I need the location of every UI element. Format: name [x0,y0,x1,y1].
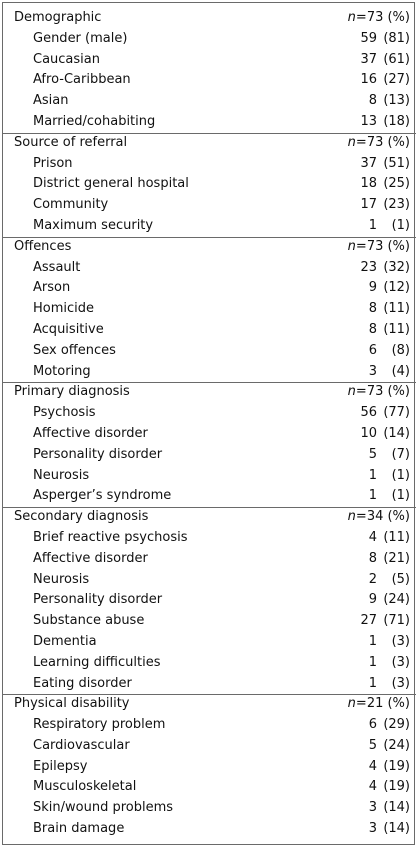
row-count: 8 [368,301,377,317]
row-percent: (13) [383,93,410,109]
row-value [360,29,410,50]
table-row [3,466,416,487]
row-label: Asperger’s syndrome [33,488,172,504]
row-label: Personality disorder [33,446,163,462]
section-title: Demographic [14,10,102,25]
row-value [369,590,410,611]
row-label: Caucasian [33,51,100,67]
row-value [369,777,410,798]
row-label: Motoring [33,363,91,379]
row-count: 16 [360,72,377,88]
row-count: 6 [368,342,377,358]
row-label: Dementia [33,633,97,649]
section-title: Primary diagnosis [14,384,130,400]
row-count: 10 [360,425,377,441]
row-value [369,819,410,840]
row-value [360,50,410,71]
table-frame [2,2,415,845]
n-value: =34 (%) [355,509,410,525]
table-row [3,445,416,466]
table-row [3,715,416,736]
row-percent: (71) [383,613,410,629]
row-label: Acquisitive [33,321,104,337]
row-label: Homicide [33,301,95,317]
row-label: Neurosis [33,467,90,483]
row-count: 8 [368,321,377,337]
row-count: 1 [368,633,377,649]
row-count: 37 [360,155,377,171]
row-label: Asian [33,93,69,109]
row-percent: (11) [383,321,410,337]
row-count: 37 [360,51,377,67]
row-count: 9 [368,280,377,296]
row-percent: (81) [383,30,410,46]
row-percent: (24) [383,592,410,608]
row-value [369,653,410,674]
row-count: 3 [368,821,377,837]
row-percent: (61) [383,51,410,67]
row-percent: (11) [383,301,410,317]
row-label: Married/cohabiting [33,113,156,129]
row-count: 8 [368,550,377,566]
table-row [3,653,416,674]
row-percent: (14) [383,800,410,816]
row-label: Community [33,197,109,213]
row-percent: (24) [383,737,410,753]
n-value: =73 (%) [355,134,410,150]
n-symbol: n [347,238,356,254]
row-percent: (5) [391,571,410,587]
table-row [3,258,416,279]
row-percent: (23) [383,197,410,213]
section-header [3,8,416,29]
row-value [369,299,410,320]
table-row [3,341,416,362]
row-label: Brain damage [33,821,125,837]
row-value [360,611,410,632]
row-label: Musculoskeletal [33,779,137,795]
section-n [348,694,410,715]
row-value [369,528,410,549]
n-symbol: n [347,509,356,525]
table-row [3,590,416,611]
row-percent: (8) [391,342,410,358]
table-row [3,528,416,549]
table-row [3,154,416,175]
row-value [369,736,410,757]
row-percent: (1) [391,488,410,504]
table-row [3,112,416,133]
row-value [369,466,410,487]
section-title: Physical disability [14,696,130,712]
n-value: =21 (%) [355,696,410,712]
table-row [3,611,416,632]
table-row [3,777,416,798]
row-value [360,424,410,445]
row-label: Neurosis [33,571,90,587]
row-count: 8 [368,93,377,109]
row-value [360,112,410,133]
section-n [348,507,410,528]
row-percent: (1) [391,467,410,483]
row-percent: (3) [391,654,410,670]
row-value [360,195,410,216]
row-count: 5 [368,446,377,462]
row-value [369,341,410,362]
row-label: Assault [33,259,81,275]
table-row [3,91,416,112]
table-row [3,674,416,695]
row-value [369,320,410,341]
row-value [360,174,410,195]
row-count: 1 [368,217,377,233]
characteristics-table [3,8,416,840]
row-label: Sex offences [33,342,116,358]
section-title: Source of referral [14,134,128,150]
row-value [369,216,410,237]
row-count: 1 [368,467,377,483]
table-row [3,570,416,591]
row-label: Substance abuse [33,613,145,629]
section-title: Secondary diagnosis [14,509,149,525]
row-percent: (19) [383,779,410,795]
row-percent: (3) [391,633,410,649]
row-count: 18 [360,176,377,192]
n-symbol: n [347,696,356,712]
row-percent: (32) [383,259,410,275]
row-label: Skin/wound problems [33,800,174,816]
n-value: =73 (%) [355,10,410,25]
row-label: Afro-Caribbean [33,72,131,88]
row-label: Epilepsy [33,758,88,774]
row-count: 17 [360,197,377,213]
row-percent: (14) [383,821,410,837]
table-row [3,362,416,383]
row-value [369,715,410,736]
n-value: =73 (%) [355,238,410,254]
section-header [3,507,416,528]
row-percent: (14) [383,425,410,441]
row-count: 9 [368,592,377,608]
table-row [3,736,416,757]
row-count: 6 [368,717,377,733]
n-symbol: n [347,134,356,150]
row-label: District general hospital [33,176,189,192]
row-value [369,362,410,383]
row-count: 3 [368,800,377,816]
row-label: Maximum security [33,217,154,233]
n-symbol: n [347,10,356,25]
row-count: 4 [368,529,377,545]
row-percent: (12) [383,280,410,296]
table-row [3,29,416,50]
row-percent: (7) [391,446,410,462]
row-percent: (3) [391,675,410,691]
row-label: Gender (male) [33,30,128,46]
row-label: Affective disorder [33,550,148,566]
row-label: Affective disorder [33,425,148,441]
row-value [369,674,410,695]
row-label: Psychosis [33,405,96,421]
table-row [3,403,416,424]
section-header [3,133,416,154]
row-count: 27 [360,613,377,629]
section-n [348,8,410,29]
table-row [3,632,416,653]
section-title: Offences [14,238,72,254]
row-count: 23 [360,259,377,275]
row-percent: (18) [383,113,410,129]
row-percent: (11) [383,529,410,545]
row-value [369,486,410,507]
table-row [3,320,416,341]
row-percent: (19) [383,758,410,774]
row-label: Respiratory problem [33,717,166,733]
row-count: 13 [360,113,377,129]
table-row [3,819,416,840]
row-percent: (21) [383,550,410,566]
section-n [348,382,410,403]
row-value [369,798,410,819]
row-percent: (77) [383,405,410,421]
row-percent: (27) [383,72,410,88]
row-count: 5 [368,737,377,753]
table-row [3,299,416,320]
section-header [3,382,416,403]
table-row [3,50,416,71]
row-label: Learning difficulties [33,654,161,670]
n-value: =73 (%) [355,384,410,400]
row-count: 3 [368,363,377,379]
section-header [3,237,416,258]
table-row [3,549,416,570]
row-count: 56 [360,405,377,421]
section-n [348,237,410,258]
row-value [369,570,410,591]
row-value [369,278,410,299]
row-count: 2 [368,571,377,587]
row-percent: (25) [383,176,410,192]
row-label: Brief reactive psychosis [33,529,188,545]
row-value [360,154,410,175]
n-symbol: n [347,384,356,400]
table-row [3,757,416,778]
table-row [3,216,416,237]
row-value [360,70,410,91]
row-label: Prison [33,155,73,171]
row-count: 4 [368,758,377,774]
table-row [3,278,416,299]
table-row [3,174,416,195]
row-value [369,757,410,778]
row-percent: (51) [383,155,410,171]
table-row [3,195,416,216]
table-row [3,486,416,507]
section-n [348,133,410,154]
row-count: 1 [368,654,377,670]
section-header [3,694,416,715]
table-row [3,70,416,91]
row-value [369,632,410,653]
row-value [360,258,410,279]
row-label: Arson [33,280,71,296]
row-count: 1 [368,488,377,504]
row-percent: (29) [383,717,410,733]
row-count: 1 [368,675,377,691]
row-value [369,445,410,466]
row-percent: (4) [391,363,410,379]
row-value [369,91,410,112]
row-percent: (1) [391,217,410,233]
row-label: Eating disorder [33,675,132,691]
row-count: 59 [360,30,377,46]
row-label: Personality disorder [33,592,163,608]
row-value [369,549,410,570]
row-label: Cardiovascular [33,737,130,753]
table-row [3,424,416,445]
table-row [3,798,416,819]
row-value [360,403,410,424]
row-count: 4 [368,779,377,795]
